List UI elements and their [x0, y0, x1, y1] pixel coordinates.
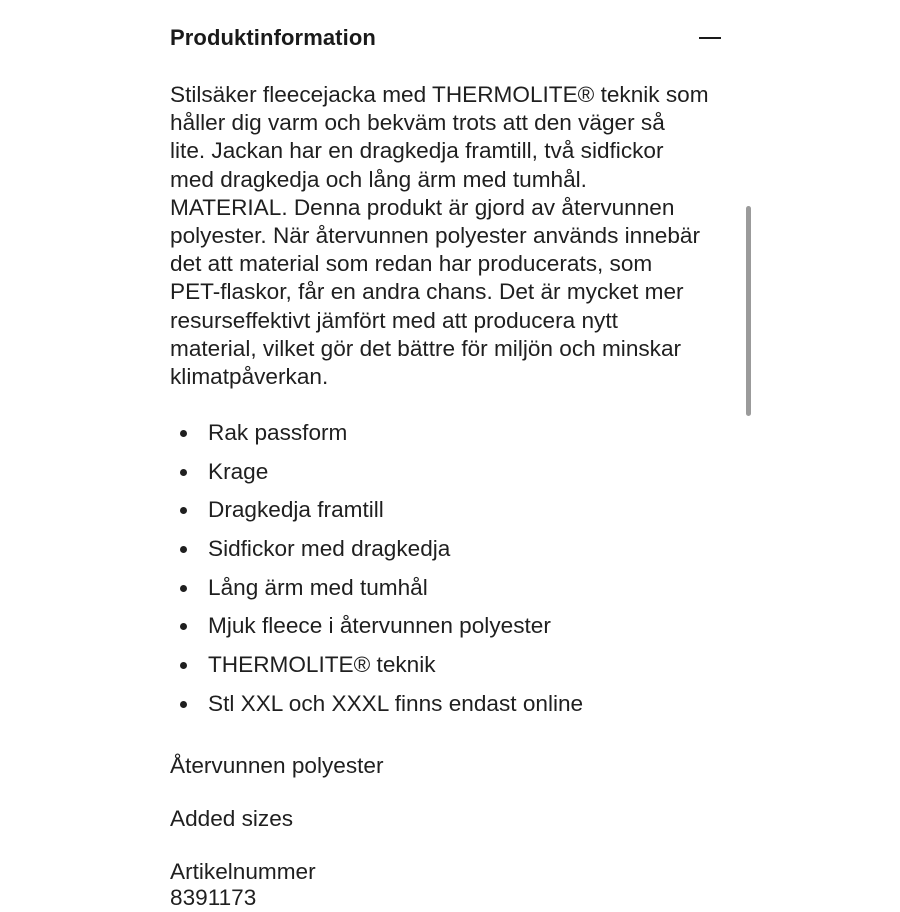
feature-text: Stl XXL och XXXL finns endast online	[208, 690, 584, 716]
bullet-icon	[180, 430, 187, 437]
list-item	[170, 530, 583, 569]
bullet-icon	[180, 623, 187, 630]
feature-list	[170, 414, 583, 724]
description-line: material, vilket gör det bättre för miljön och minskar	[170, 335, 682, 361]
minus-icon[interactable]	[697, 25, 723, 51]
list-item	[170, 646, 583, 685]
description-line: PET-flaskor, får en andra chans. Det är mycket mer	[170, 279, 684, 305]
description-line: MATERIAL. Denna produkt är gjord av återvunnen	[170, 194, 675, 220]
description-line: med dragkedja och lång ärm med tumhål.	[170, 166, 587, 192]
feature-text: Lång ärm med tumhål	[208, 574, 428, 600]
product-description	[170, 81, 735, 391]
section-title: Produktinformation	[170, 25, 376, 50]
feature-text: Krage	[208, 458, 269, 484]
scrollbar-thumb[interactable]	[746, 206, 751, 416]
bullet-icon	[180, 701, 187, 708]
bullet-icon	[180, 662, 187, 669]
list-item	[170, 685, 583, 724]
description-line: håller dig varm och bekväm trots att den väger så	[170, 110, 665, 136]
accordion-header[interactable]	[170, 22, 725, 54]
feature-text: Mjuk fleece i återvunnen polyester	[208, 613, 551, 639]
feature-text: Rak passform	[208, 420, 348, 445]
article-number-value: 8391173	[170, 885, 257, 910]
list-item	[170, 491, 583, 530]
article-number-label: Artikelnummer	[170, 859, 316, 884]
description-line: det att material som redan har producerats, som	[170, 251, 653, 277]
material-label: Återvunnen polyester	[170, 753, 384, 778]
bullet-icon	[180, 469, 187, 476]
list-item	[170, 607, 583, 646]
list-item	[170, 453, 583, 492]
description-line: klimatpåverkan.	[170, 364, 329, 390]
bullet-icon	[180, 507, 187, 514]
feature-text: Sidfickor med dragkedja	[208, 536, 451, 562]
description-line: Stilsäker fleecejacka med THERMOLITE® teknik som	[170, 82, 709, 107]
feature-text: Dragkedja framtill	[208, 497, 384, 523]
bullet-icon	[180, 546, 187, 553]
feature-text: THERMOLITE® teknik	[208, 652, 436, 678]
description-line: polyester. När återvunnen polyester används innebär	[170, 223, 701, 249]
list-item	[170, 414, 583, 453]
list-item	[170, 569, 583, 608]
bullet-icon	[180, 585, 187, 592]
description-line: resurseffektivt jämfört med att producera nytt	[170, 307, 618, 333]
added-sizes-label: Added sizes	[170, 806, 294, 831]
description-line: lite. Jackan har en dragkedja framtill, två sidfickor	[170, 138, 664, 164]
